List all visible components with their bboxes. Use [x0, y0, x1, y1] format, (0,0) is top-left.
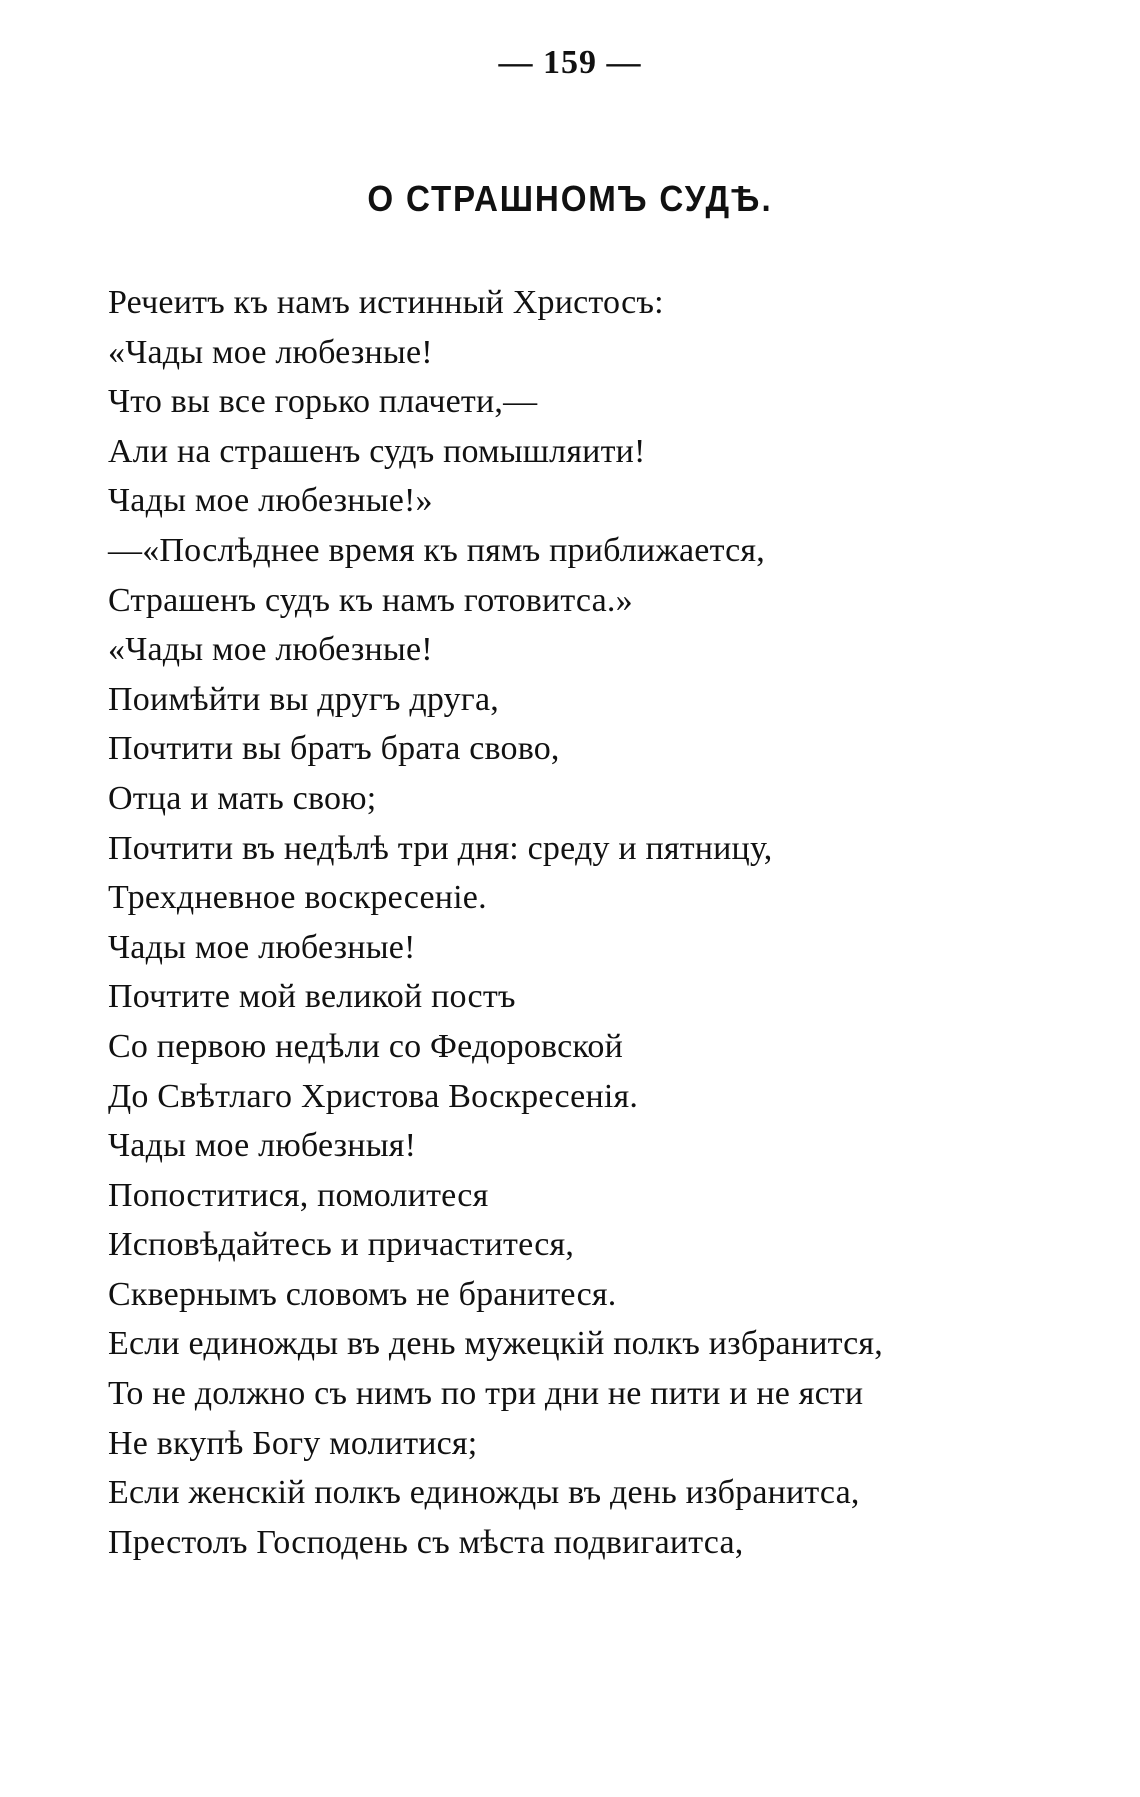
poem-line: Чады мое любезныя! — [108, 1127, 417, 1165]
poem-line: Что вы все горько плачети,— — [108, 383, 538, 421]
poem-line: Если женскій полкъ единожды въ день избранитса, — [108, 1474, 860, 1512]
poem-line: «Чады мое любезные! — [108, 333, 433, 371]
poem-line: Почтити вы братъ брата свово, — [108, 730, 560, 768]
poem-line: Престолъ Господень съ мѣста подвигаитса, — [108, 1523, 744, 1561]
poem-line: Не вкупѣ Богу молитися; — [108, 1424, 478, 1462]
poem-line: Али на страшенъ судъ помышляити! — [108, 432, 646, 470]
poem-line: —«Послѣднее время къ пямъ приближается, — [108, 531, 765, 569]
poem-line: Чады мое любезные!» — [108, 482, 433, 520]
poem-line: Трехдневное воскресеніе. — [108, 879, 487, 917]
poem-line: Почтите мой великой постъ — [108, 978, 516, 1016]
poem-title: О СТРАШНОМЪ СУДѢ. — [367, 178, 773, 219]
poem-line: Попоститися, помолитеся — [108, 1176, 489, 1214]
poem-line: Со первою недѣли со Федоровской — [108, 1027, 623, 1065]
poem-line: Исповѣдайтесь и причаститеся, — [108, 1226, 575, 1264]
poem-line: До Свѣтлаго Христова Воскресенія. — [108, 1077, 639, 1115]
poem-line: Отца и мать свою; — [108, 779, 377, 817]
poem-line: Речеитъ къ намъ истинный Христосъ: — [108, 284, 664, 321]
poem-line: Чады мое любезные! — [108, 928, 416, 966]
poem-line: Если единожды въ день мужецкій полкъ избранится, — [108, 1325, 883, 1363]
poem-line: Поимѣйти вы другъ друга, — [108, 680, 499, 718]
poem-line: «Чады мое любезные! — [108, 631, 433, 669]
poem-line: То не должно съ нимъ по три дни не пити и не ясти — [108, 1375, 864, 1413]
poem-line: Почтити въ недѣлѣ три дня: среду и пятницу, — [108, 829, 773, 867]
poem-line: Сквернымъ словомъ не бранитеся. — [108, 1275, 617, 1313]
poem-body — [108, 278, 1088, 1567]
page-number: — 159 — — [498, 44, 642, 81]
poem-line: Страшенъ судъ къ намъ готовитса.» — [108, 581, 633, 619]
